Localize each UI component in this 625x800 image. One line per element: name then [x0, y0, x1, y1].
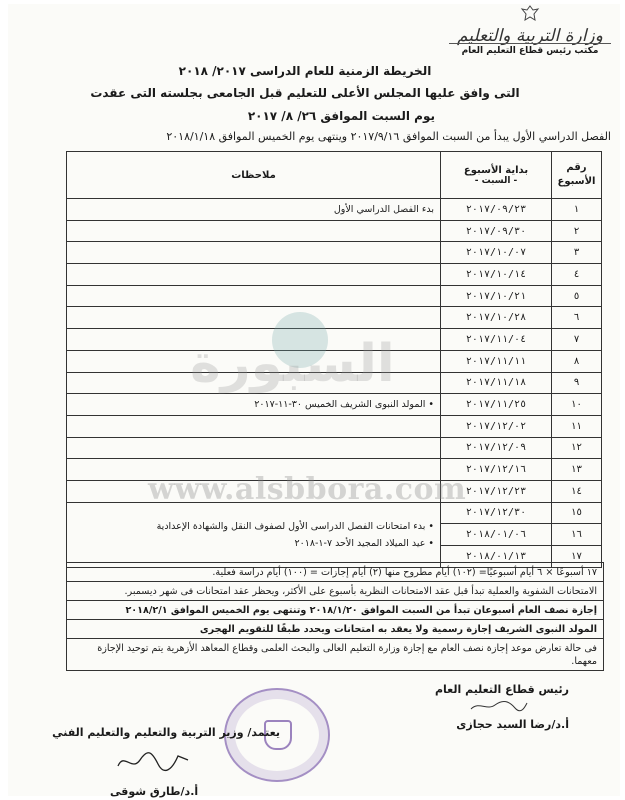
notes-cell — [67, 285, 441, 307]
col-week-number — [552, 152, 602, 199]
week-start-cell: ٢٠١٧/١٢/٢٣ — [441, 480, 552, 502]
head-title: رئيس قطاع التعليم العام — [434, 683, 569, 696]
note-item: فى حالة تعارض موعد إجازة نصف العام مع إجازة وزارة التعليم العالى والبحث العلمى وقطاع المعاهد الأزهرية يتم توحيد الإجازة معهما. — [97, 643, 597, 667]
col-week-start-sub: - السبت - — [474, 175, 518, 186]
table-row — [67, 285, 602, 307]
merged-note-item: • عيد الميلاد المجيد الأحد ٧-١-٢٠١٨ — [294, 537, 434, 549]
table-row — [67, 220, 602, 242]
week-number-cell: ٩ — [552, 372, 602, 394]
week-number-cell: ٤ — [552, 264, 602, 286]
week-number-cell: ١ — [552, 199, 602, 221]
week-start-cell: ٢٠١٧/٠٩/٢٣ — [441, 199, 552, 221]
week-start-cell: ٢٠١٨/٠١/١٣ — [441, 546, 552, 568]
week-number-cell: ١٢ — [552, 437, 602, 459]
week-start-cell: ٢٠١٧/١٢/٠٩ — [441, 437, 552, 459]
signature-block-minister — [40, 726, 280, 798]
week-number-cell: ١٠ — [552, 394, 602, 416]
notes-box — [66, 562, 604, 671]
minister-signature-icon — [114, 748, 192, 774]
week-number-cell: ١٦ — [552, 524, 602, 546]
table-row — [67, 415, 602, 437]
week-start-cell: ٢٠١٧/٠٩/٣٠ — [441, 220, 552, 242]
semester-range: الفصل الدراسي الأول يبدأ من السبت الموافق ٢٠١٧/٩/١٦ وينتهى يوم الخميس الموافق ٢٠١٨/١/١٨ — [166, 130, 611, 143]
week-start-cell: ٢٠١٧/١٠/٢٨ — [441, 307, 552, 329]
week-number-cell: ٥ — [552, 285, 602, 307]
notes-cell — [67, 264, 441, 286]
notes-cell — [67, 220, 441, 242]
week-number-cell: ١١ — [552, 415, 602, 437]
minister-name: أ.د/طارق شوقى — [110, 785, 199, 798]
notes-cell — [67, 415, 441, 437]
eagle-emblem-icon — [520, 4, 540, 22]
signature-block-head — [435, 683, 569, 731]
week-start-cell: ٢٠١٧/١١/٢٥ — [441, 394, 552, 416]
ministry-header — [445, 4, 615, 56]
col-notes: ملاحظات — [67, 152, 441, 199]
merged-note-item: • بدء امتحانات الفصل الدراسى الأول لصفوف النقل والشهادة الإعدادية — [156, 520, 434, 532]
signature-scribble-icon — [469, 699, 529, 713]
head-name: أ.د/رضا السيد حجازى — [456, 718, 569, 731]
notes-cell — [67, 242, 441, 264]
week-start-cell: ٢٠١٧/١٢/٠٢ — [441, 415, 552, 437]
week-start-cell: ٢٠١٧/١٢/١٦ — [441, 459, 552, 481]
notes-cell — [67, 437, 441, 459]
notes-cell — [67, 307, 441, 329]
note-item: ١٧ أسبوعًا × ٦ أيام أسبوعيًا= (١٠٢) أيام مطروح منها (٢) أيام إجازات = (١٠٠) أيام دراسة فعلية. — [67, 563, 603, 582]
merged-notes-cell — [67, 502, 441, 567]
week-number-cell: ٨ — [552, 350, 602, 372]
doc-meeting-date: يوم السبت الموافق ٢٦/ ٨/ ٢٠١٧ — [247, 109, 435, 123]
table-row — [67, 264, 602, 286]
notes-cell: • المولد النبوى الشريف الخميس ٣٠-١١-٢٠١٧ — [67, 394, 441, 416]
table-header-row — [67, 152, 602, 199]
col-week-number-label2: الأسبوع — [557, 176, 596, 187]
ministry-calligraphy: وزارة التربية والتعليم — [457, 26, 603, 46]
week-start-cell: ٢٠١٧/١٠/٢١ — [441, 285, 552, 307]
note-item: إجازة نصف العام أسبوعان تبدأ من السبت الموافق ٢٠١٨/١/٢٠ وتنتهى يوم الخميس الموافق ٢٠١٨/٢/١ — [67, 601, 603, 620]
week-start-cell: ٢٠١٧/١١/١٨ — [441, 372, 552, 394]
week-number-cell: ٦ — [552, 307, 602, 329]
notes-cell: بدء الفصل الدراسي الأول — [67, 199, 441, 221]
table-row — [67, 307, 602, 329]
doc-subtitle: التى وافق عليها المجلس الأعلى للتعليم قبل الجامعى بجلسته التى عقدت — [90, 86, 520, 100]
col-week-number-label1: رقم — [566, 162, 587, 173]
week-number-cell: ١٥ — [552, 502, 602, 524]
week-number-cell: ٧ — [552, 329, 602, 351]
table-row — [67, 437, 602, 459]
week-start-cell: ٢٠١٧/١٢/٣٠ — [441, 502, 552, 524]
table-row — [67, 394, 602, 416]
week-number-cell: ٣ — [552, 242, 602, 264]
header-rule — [449, 43, 611, 44]
week-start-cell: ٢٠١٧/١٠/١٤ — [441, 264, 552, 286]
week-number-cell: ١٧ — [552, 546, 602, 568]
col-week-start — [441, 152, 552, 199]
note-item: الامتحانات الشفوية والعملية تبدأ قبل عقد الامتحانات النظرية بأسبوع على الأكثر، ويحظر عقد امتحانات فى شهر ديسمبر. — [67, 582, 603, 601]
note-item: المولد النبوى الشريف إجازة رسمية ولا يعقد به امتحانات ويحدد طبقًا للتقويم الهجرى — [67, 620, 603, 639]
week-start-cell: ٢٠١٧/١١/١١ — [441, 350, 552, 372]
table-row — [67, 242, 602, 264]
week-start-cell: ٢٠١٧/١٠/٠٧ — [441, 242, 552, 264]
week-start-cell: ٢٠١٧/١١/٠٤ — [441, 329, 552, 351]
office-name: مكتب رئيس قطاع التعليم العام — [461, 46, 599, 56]
col-week-start-label: بداية الأسبوع — [463, 164, 529, 176]
week-number-cell: ١٣ — [552, 459, 602, 481]
week-start-cell: ٢٠١٨/٠١/٠٦ — [441, 524, 552, 546]
table-row — [67, 199, 602, 221]
doc-title: الخريطة الزمنية للعام الدراسى ٢٠١٧/ ٢٠١٨ — [178, 64, 432, 78]
week-number-cell: ١٤ — [552, 480, 602, 502]
watermark-url: www.alsbbora.com — [148, 472, 467, 507]
watermark-arabic: السبورة — [190, 334, 395, 394]
minister-title: يعتمد/ وزير التربية والتعليم والتعليم الفني — [52, 726, 280, 739]
week-number-cell: ٢ — [552, 220, 602, 242]
